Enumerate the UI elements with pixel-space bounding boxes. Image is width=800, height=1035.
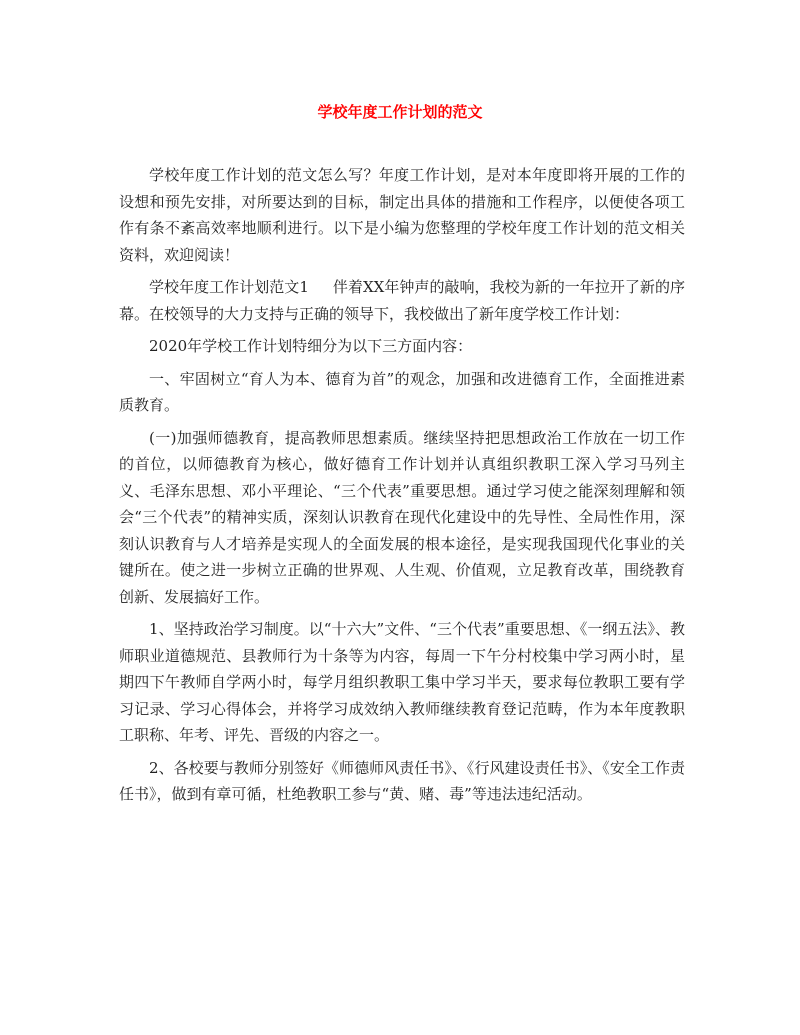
subsection-one-paragraph: (一)加强师德教育，提高教师思想素质。继续坚持把思想政治工作放在一切工作的首位，以师德教育为核心，做好德育工作计划并认真组织教职工深入学习马列主义、毛泽东思想、邓小平理论、“三个代表”重要思想。通过学习使之能深刻理解和领会“三个代表”的精神实质，深刻认识教育在现代化建设中的先导性、全局性作用，深刻认识教育与人才培养是实现人的全面发展的根本途径，是实现我国现代化事业的关键所在。使之进一步树立正确的世界观、人生观、价值观，立足教育改革，围绕教育创新、发展搞好工作。 — [119, 428, 685, 606]
section-one-heading: 一、牢固树立“育人为本、德育为首”的观念，加强和改进德育工作，全面推进素质教育。 — [119, 369, 685, 414]
document-title: 学校年度工作计划的范文 — [317, 103, 483, 121]
document-body — [119, 162, 685, 814]
intro-paragraph: 学校年度工作计划的范文怎么写？年度工作计划，是对本年度即将开展的工作的设想和预先安排，对所要达到的目标，制定出具体的措施和工作程序，以便使各项工作有条不紊高效率地顺利进行。以下是小编为您整理的学校年度工作计划的范文相关资料，欢迎阅读！ — [119, 166, 685, 264]
item-two-paragraph: 2、各校要与教师分别签好《师德师风责任书》、《行风建设责任书》、《安全工作责任书》，做到有章可循，杜绝教职工参与“黄、赌、毒”等违法违纪活动。 — [119, 758, 685, 803]
overview-paragraph: 2020年学校工作计划特细分为以下三方面内容： — [149, 337, 473, 355]
sample-heading: 学校年度工作计划范文1 — [149, 278, 309, 296]
sample-paragraph-text: 伴着XX年钟声的敲响，我校为新的一年拉开了新的序幕。在校领导的大力支持与正确的领导下，我校做出了新年度学校工作计划： — [119, 278, 685, 323]
sample-paragraph — [119, 274, 685, 327]
item-one-paragraph: 1、坚持政治学习制度。以“十六大”文件、“三个代表”重要思想、《一纲五法》、教师职业道德规范、县教师行为十条等为内容，每周一下午分村校集中学习两小时，星期四下午教师自学两小时，每学月组织教职工集中学习半天，要求每位教职工要有学习记录、学习心得体会，并将学习成效纳入教师继续教育登记范畴，作为本年度教职工职称、年考、评先、晋级的内容之一。 — [119, 620, 685, 744]
